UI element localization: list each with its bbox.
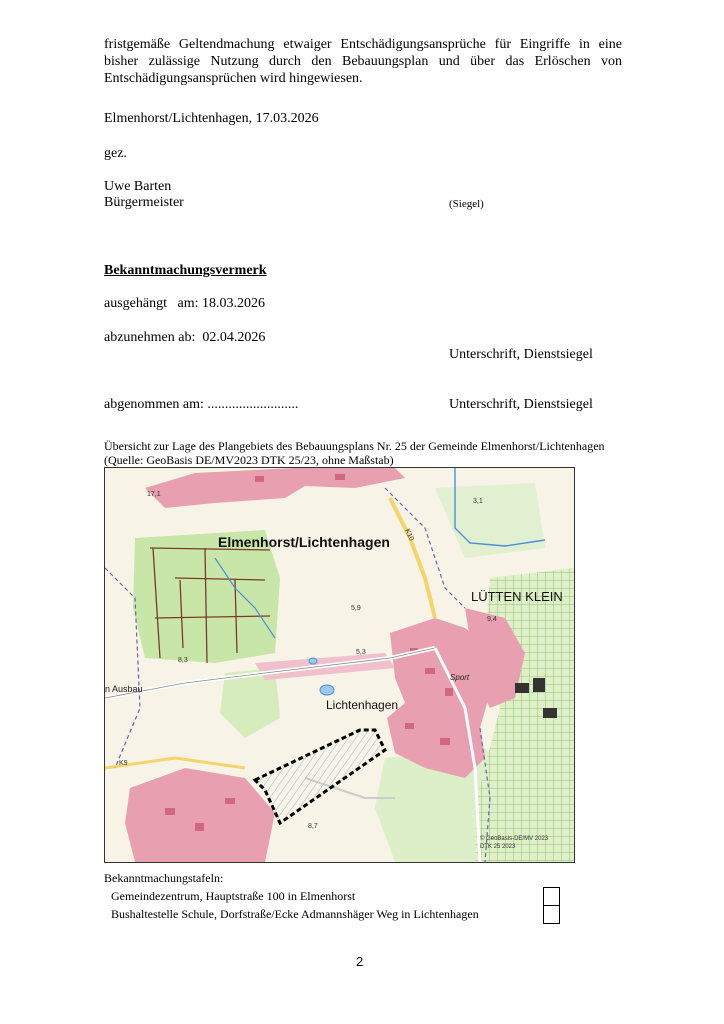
signer-name: Uwe Barten [104, 179, 172, 194]
elevation-4: 8,3 [178, 657, 188, 664]
elevation-2: 3,1 [473, 498, 483, 505]
removed-date: abgenommen am: .......................... [104, 397, 299, 412]
map-label-lichtenhagen: Lichtenhagen [326, 698, 399, 712]
elevation-7: 8,7 [308, 823, 318, 830]
map-caption-2: (Quelle: GeoBasis DE/MV2023 DTK 25/23, ohne Maßstab) [104, 453, 394, 467]
road-k9-label: K9 [119, 760, 128, 767]
remove-date: abzunehmen ab: 02.04.2026 [104, 330, 266, 345]
page-number: 2 [356, 954, 364, 969]
map-label-lutten: LÜTTEN KLEIN [471, 589, 563, 604]
board-item-1: Gemeindezentrum, Hauptstraße 100 in Elmenhorst [111, 889, 356, 903]
intro-paragraph: fristgemäße Geltendmachung etwaiger Entschädigungsansprüche für Eingriffe in eine bisher zulässige Nutzung durch den Bebauungsplan und über das Erlöschen von Entschädigungsansprüchen wird hingewiesen. [104, 37, 622, 86]
road-k10-label: K10 [403, 527, 415, 543]
elevation-5: 5,3 [356, 649, 366, 656]
elevation-3: 5,9 [351, 605, 361, 612]
map-caption-1: Übersicht zur Lage des Plangebiets des Bebauungsplans Nr. 25 der Gemeinde Elmenhorst/Lichtenhagen [104, 439, 605, 453]
board-checkbox-1 [543, 887, 560, 906]
boards-heading: Bekanntmachungstafeln: [104, 871, 224, 885]
elevation-6: 9,4 [487, 616, 497, 623]
notice-heading: Bekanntmachungsvermerk [104, 263, 267, 278]
map-copyright-1: © GeoBasis-DE/MV 2023 [480, 836, 549, 842]
board-item-2: Bushaltestelle Schule, Dorfstraße/Ecke Admannshäger Weg in Lichtenhagen [111, 907, 479, 921]
board-checkbox-2 [543, 905, 560, 924]
signature-label-1: Unterschrift, Dienstsiegel [449, 347, 593, 362]
seal-label: (Siegel) [449, 198, 484, 210]
signature-label-2: Unterschrift, Dienstsiegel [449, 397, 593, 412]
signer-title: Bürgermeister [104, 195, 184, 210]
elevation-1: 17,1 [147, 491, 161, 498]
map-copyright-2: DTK 25 2023 [480, 844, 516, 850]
map-label-main: Elmenhorst/Lichtenhagen [218, 534, 390, 550]
overview-map [104, 467, 575, 863]
signed-note: gez. [104, 146, 127, 161]
map-label-sport: Sport [450, 673, 470, 682]
place-date: Elmenhorst/Lichtenhagen, 17.03.2026 [104, 111, 319, 126]
posted-date: ausgehängt am: 18.03.2026 [104, 296, 265, 311]
map-label-ausbau: n Ausbau [105, 684, 143, 694]
